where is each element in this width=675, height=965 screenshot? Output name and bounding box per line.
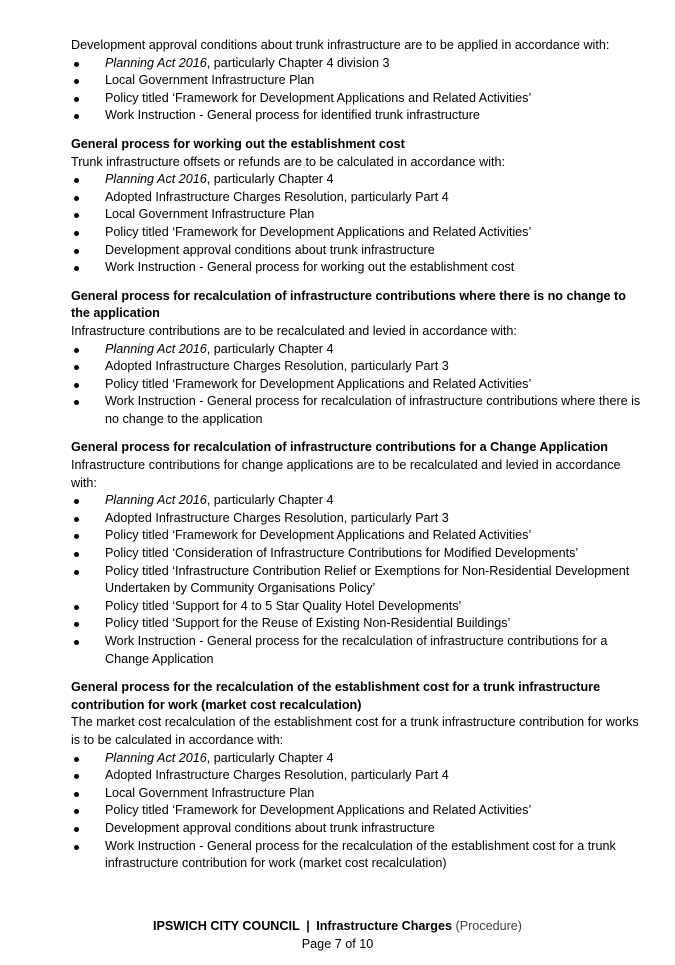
bullet-text: , particularly Chapter 4 division 3 (206, 55, 390, 70)
bullet-list (71, 171, 643, 277)
section-heading: General process for the recalculation of the establishment cost for a trunk infrastructure contribution for work (market cost recalculation) (71, 680, 601, 712)
bullet-text: Policy titled ‘Framework for Development Applications and Related Activities’ (105, 803, 532, 818)
procedure-section (71, 439, 643, 668)
bullet-text: Local Government Infrastructure Plan (105, 785, 315, 800)
procedure-section (71, 679, 643, 873)
bullet-item (71, 376, 643, 394)
bullet-item (71, 206, 643, 224)
footer-document-type: (Procedure) (455, 919, 522, 933)
footer-organisation: IPSWICH CITY COUNCIL (152, 919, 300, 933)
bullet-text: Policy titled ‘Support for the Reuse of Existing Non-Residential Buildings’ (105, 616, 511, 631)
legislation-title: Planning Act 2016 (105, 341, 207, 356)
bullet-item (71, 189, 643, 207)
bullet-item (71, 545, 643, 563)
bullet-text: Policy titled ‘Framework for Development Applications and Related Activities’ (105, 376, 532, 391)
section-intro: Development approval conditions about trunk infrastructure are to be applied in accordance with: (71, 38, 610, 52)
bullet-item (71, 820, 643, 838)
procedure-section (71, 37, 643, 125)
bullet-item (71, 802, 643, 820)
footer-page-number: Page 7 of 10 (301, 937, 374, 951)
bullet-item (71, 55, 643, 73)
section-heading: General process for working out the establishment cost (71, 136, 405, 151)
bullet-text: Policy titled ‘Infrastructure Contribution Relief or Exemptions for Non-Residential Development Undertaken by Community Organisations Policy’ (105, 563, 630, 596)
footer-title-line (0, 917, 675, 935)
bullet-text: , particularly Chapter 4 (206, 493, 334, 508)
section-heading: General process for recalculation of infrastructure contributions for a Change Application (71, 440, 608, 455)
bullet-item (71, 838, 643, 873)
bullet-item (71, 510, 643, 528)
section-intro: Infrastructure contributions are to be recalculated and levied in accordance with: (71, 323, 517, 338)
section-intro: Trunk infrastructure offsets or refunds are to be calculated in accordance with: (71, 154, 506, 169)
bullet-item (71, 615, 643, 633)
bullet-text: Policy titled ‘Support for 4 to 5 Star Quality Hotel Developments’ (105, 598, 462, 613)
legislation-title: Planning Act 2016 (105, 750, 207, 765)
legislation-title: Planning Act 2016 (105, 172, 207, 187)
footer-separator: | (306, 919, 310, 933)
bullet-text: Work Instruction - General process for the recalculation of the establishment cost for a trunk infrastructure contribution for work (market cost recalculation) (105, 838, 616, 871)
bullet-text: Development approval conditions about trunk infrastructure (105, 820, 435, 835)
bullet-item (71, 242, 643, 260)
bullet-text: Development approval conditions about trunk infrastructure (105, 242, 435, 257)
bullet-item (71, 107, 643, 125)
bullet-item (71, 767, 643, 785)
bullet-text: Policy titled ‘Framework for Development Applications and Related Activities’ (105, 528, 532, 543)
section-heading: General process for recalculation of infrastructure contributions where there is no change to the application (71, 288, 626, 321)
bullet-item (71, 563, 643, 598)
bullet-item (71, 72, 643, 90)
bullet-list (71, 341, 643, 429)
bullet-text: Adopted Infrastructure Charges Resolution, particularly Part 4 (105, 768, 449, 783)
procedure-section (71, 288, 643, 429)
bullet-text: Work Instruction - General process for recalculation of infrastructure contributions where there is no change to the application (105, 394, 641, 426)
bullet-text: Policy titled ‘Consideration of Infrastructure Contributions for Modified Developments’ (105, 546, 579, 561)
bullet-item (71, 393, 643, 428)
bullet-item (71, 633, 643, 668)
bullet-item (71, 750, 643, 768)
section-intro: Infrastructure contributions for change applications are to be recalculated and levied in accordance with: (71, 458, 621, 490)
legislation-title: Planning Act 2016 (105, 55, 207, 70)
bullet-item (71, 358, 643, 376)
bullet-item (71, 171, 643, 189)
bullet-item (71, 224, 643, 242)
bullet-item (71, 785, 643, 803)
bullet-text: Adopted Infrastructure Charges Resolution, particularly Part 4 (105, 189, 449, 204)
bullet-list (71, 55, 643, 125)
footer-document-name: Infrastructure Charges (316, 919, 452, 933)
bullet-text: Adopted Infrastructure Charges Resolution, particularly Part 3 (105, 510, 449, 525)
bullet-text: Policy titled ‘Framework for Development Applications and Related Activities’ (105, 224, 532, 239)
bullet-text: Local Government Infrastructure Plan (105, 207, 315, 222)
bullet-text: Work Instruction - General process for the recalculation of infrastructure contributions for a Change Application (105, 634, 608, 666)
bullet-item (71, 259, 643, 277)
bullet-item (71, 341, 643, 359)
bullet-list (71, 750, 643, 873)
bullet-item (71, 492, 643, 510)
procedure-section (71, 136, 643, 277)
section-intro: The market cost recalculation of the establishment cost for a trunk infrastructure contribution for works is to be calculated in accordance with: (71, 715, 639, 747)
bullet-text: , particularly Chapter 4 (206, 172, 334, 187)
bullet-text: Work Instruction - General process for working out the establishment cost (105, 260, 515, 275)
bullet-text: , particularly Chapter 4 (206, 750, 334, 765)
bullet-text: Work Instruction - General process for identified trunk infrastructure (105, 108, 480, 123)
bullet-item (71, 598, 643, 616)
bullet-text: Adopted Infrastructure Charges Resolution, particularly Part 3 (105, 359, 449, 374)
bullet-item (71, 90, 643, 108)
bullet-text: Policy titled ‘Framework for Development Applications and Related Activities’ (105, 90, 532, 105)
document-body (71, 37, 643, 884)
bullet-item (71, 527, 643, 545)
legislation-title: Planning Act 2016 (105, 493, 207, 508)
bullet-text: Local Government Infrastructure Plan (105, 73, 315, 88)
page-footer (0, 917, 675, 953)
bullet-text: , particularly Chapter 4 (206, 341, 334, 356)
bullet-list (71, 492, 643, 668)
